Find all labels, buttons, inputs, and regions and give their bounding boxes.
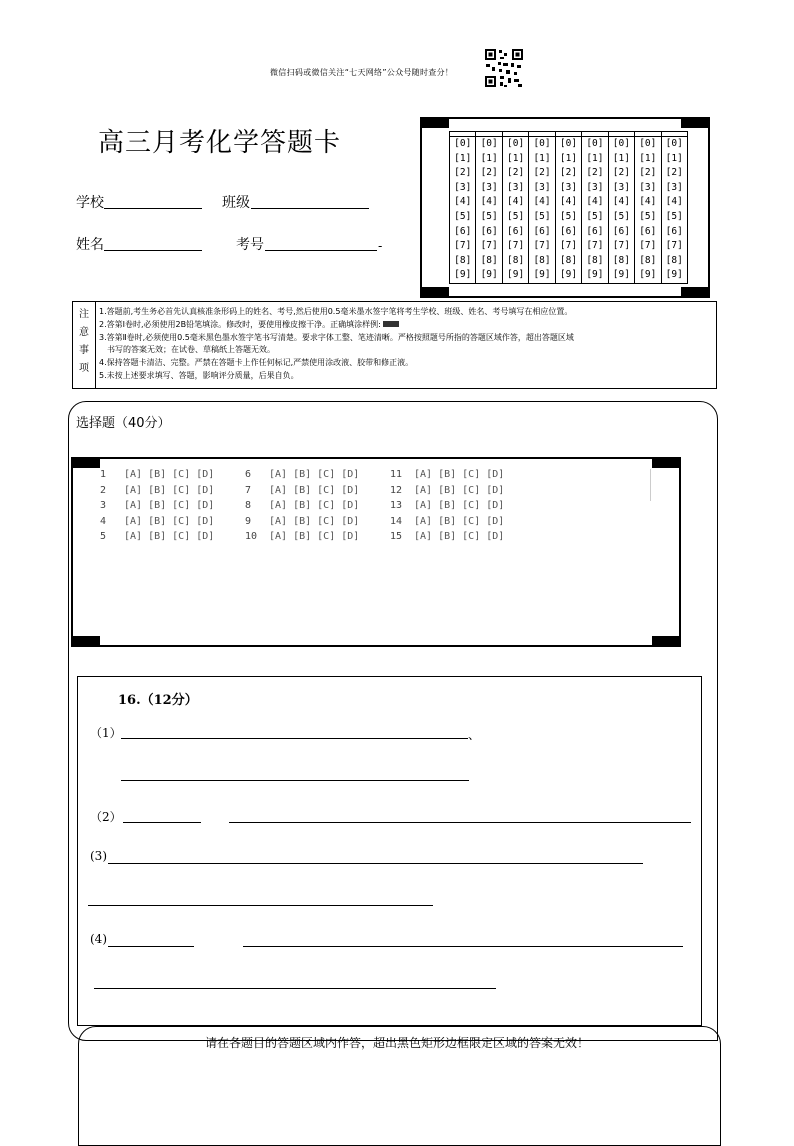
digit-column xyxy=(634,132,660,283)
digit-bubble[interactable]: [6] xyxy=(480,225,498,237)
instruction-line: 1.答题前,考生务必首先认真核准条形码上的姓名、考号,然后使用0.5毫米墨水签字笔将考生学校、班级、姓名、考号填写在相应位置。 xyxy=(99,307,573,316)
digit-bubble[interactable]: [0] xyxy=(559,138,578,150)
choice-question-row xyxy=(245,531,387,542)
answer-bubbles[interactable]: [A] [B] [C] [D] xyxy=(124,500,215,511)
alignment-mark xyxy=(73,636,100,645)
answer-bubbles[interactable]: [A] [B] [C] [D] xyxy=(124,515,215,527)
digit-bubble[interactable]: [1] xyxy=(559,152,578,164)
alignment-mark xyxy=(681,287,708,296)
digit-bubble[interactable]: [0] xyxy=(454,138,472,150)
question-number: 14 xyxy=(390,515,403,527)
answer-bubbles[interactable]: [A] [B] [C] [D] xyxy=(269,531,360,542)
digit-bubble[interactable]: [9] xyxy=(586,269,604,281)
choice-question-row xyxy=(100,485,242,496)
alignment-mark xyxy=(681,119,708,128)
digit-bubble[interactable]: [4] xyxy=(586,196,604,208)
digit-bubble[interactable]: [4] xyxy=(480,196,498,208)
part-1-label: （1） xyxy=(90,726,122,740)
digit-bubble[interactable]: [5] xyxy=(639,211,657,223)
question-number: 4 xyxy=(100,515,107,527)
choice-question-row xyxy=(245,469,387,480)
digit-bubble[interactable]: [9] xyxy=(480,269,498,281)
choice-question-row xyxy=(100,469,242,480)
digit-bubble[interactable]: [7] xyxy=(559,240,578,252)
digit-bubble[interactable]: [1] xyxy=(639,152,657,164)
digit-bubble[interactable]: [2] xyxy=(559,167,578,179)
question-number: 9 xyxy=(245,515,252,527)
choice-question-row xyxy=(245,500,387,511)
digit-bubble[interactable]: [1] xyxy=(533,152,551,164)
alignment-mark xyxy=(652,636,679,645)
digit-bubble[interactable]: [3] xyxy=(612,181,630,193)
digit-bubble[interactable]: [4] xyxy=(665,196,683,208)
answer-bubbles[interactable]: [A] [B] [C] [D] xyxy=(124,531,215,542)
wechat-notice: 微信扫码或微信关注“七天网络”公众号随时查分！ xyxy=(270,68,454,77)
digit-bubble[interactable]: [5] xyxy=(586,211,604,223)
digit-bubble[interactable]: [2] xyxy=(612,167,630,179)
digit-bubble[interactable]: [1] xyxy=(665,152,683,164)
instruction-line: 3.答第Ⅱ卷时,必须使用0.5毫米黑色墨水签字笔书写清楚。要求字体工整、笔迹清晰。严格按照题号所指的答题区域作答，超出答题区域 xyxy=(99,332,574,342)
instructions-box xyxy=(72,301,717,389)
digit-bubble[interactable]: [1] xyxy=(507,152,525,164)
digit-bubble[interactable]: [6] xyxy=(665,225,683,237)
digit-bubble[interactable]: [7] xyxy=(665,240,683,252)
digit-bubble[interactable]: [8] xyxy=(612,254,630,266)
choice-question-row xyxy=(390,485,532,496)
question-number: 1 xyxy=(100,469,107,480)
digit-bubble[interactable]: [8] xyxy=(586,254,604,266)
question-number: 7 xyxy=(245,484,252,496)
question-number: 13 xyxy=(390,500,403,511)
answer-bubbles[interactable]: [A] [B] [C] [D] xyxy=(414,484,505,496)
digit-bubble[interactable]: [5] xyxy=(665,211,683,223)
side-char: 意 xyxy=(79,327,89,338)
digit-column xyxy=(502,132,528,283)
digit-bubble[interactable]: [5] xyxy=(533,211,551,223)
digit-bubble[interactable]: [4] xyxy=(639,196,657,208)
answer-bubbles[interactable]: [A] [B] [C] [D] xyxy=(269,469,360,480)
fill-sample-icon xyxy=(383,321,399,327)
digit-bubble[interactable]: [0] xyxy=(533,138,551,150)
digit-bubble[interactable]: [2] xyxy=(639,167,657,179)
answer-line[interactable] xyxy=(243,946,683,947)
instruction-line: 2.答第Ⅰ卷时,必须使用2B铅笔填涂。修改时，要使用橡皮擦干净。正确填涂样例: xyxy=(99,319,381,329)
name-field[interactable] xyxy=(104,250,202,251)
choice-question-row xyxy=(100,516,242,527)
digit-bubble[interactable]: [8] xyxy=(559,254,578,266)
question-number: 3 xyxy=(100,500,107,511)
boundary-warning: 请在各题目的答题区域内作答，超出黑色矩形边框限定区域的答案无效！ xyxy=(204,1036,589,1050)
digit-bubble[interactable]: [7] xyxy=(639,240,657,252)
digit-bubble[interactable]: [9] xyxy=(639,269,657,281)
question-16-title: 16.（12分） xyxy=(118,693,198,708)
side-char: 项 xyxy=(79,363,89,374)
digit-bubble[interactable]: [3] xyxy=(639,181,657,193)
digit-column xyxy=(528,132,554,283)
digit-bubble[interactable]: [9] xyxy=(507,269,525,281)
alignment-mark xyxy=(422,287,449,296)
qr-code-icon xyxy=(484,48,524,88)
question-number: 12 xyxy=(390,484,403,496)
digit-bubble[interactable]: [7] xyxy=(533,240,551,252)
instruction-line: 5.未按上述要求填写、答题，影响评分质量，后果自负。 xyxy=(99,370,299,380)
exam-no-dash: - xyxy=(378,239,383,253)
part-3-label: (3) xyxy=(90,849,107,863)
digit-bubble-grid xyxy=(449,131,688,284)
digit-bubble[interactable]: [2] xyxy=(665,167,683,179)
digit-bubble[interactable]: [1] xyxy=(612,152,630,164)
exam-no-field[interactable] xyxy=(265,250,377,251)
answer-line[interactable] xyxy=(108,946,194,947)
digit-bubble[interactable]: [5] xyxy=(612,211,630,223)
alignment-mark xyxy=(652,459,679,468)
digit-bubble[interactable]: [7] xyxy=(507,240,525,252)
instruction-line-with-sample xyxy=(99,319,710,332)
side-char: 事 xyxy=(79,345,89,356)
digit-bubble[interactable]: [5] xyxy=(480,211,498,223)
digit-bubble[interactable]: [0] xyxy=(612,138,630,150)
digit-bubble[interactable]: [1] xyxy=(480,152,498,164)
digit-bubble[interactable]: [6] xyxy=(533,225,551,237)
digit-bubble[interactable]: [8] xyxy=(665,254,683,266)
digit-bubble[interactable]: [0] xyxy=(480,138,498,150)
digit-bubble[interactable]: [3] xyxy=(665,181,683,193)
digit-bubble[interactable]: [4] xyxy=(612,196,630,208)
digit-bubble[interactable]: [9] xyxy=(612,269,630,281)
digit-bubble[interactable]: [7] xyxy=(480,240,498,252)
answer-line[interactable] xyxy=(88,905,433,906)
digit-bubble[interactable]: [3] xyxy=(480,181,498,193)
digit-bubble[interactable]: [3] xyxy=(507,181,525,193)
choice-question-row xyxy=(390,500,532,511)
choice-question-row xyxy=(390,516,532,527)
digit-bubble[interactable]: [1] xyxy=(454,152,472,164)
answer-line[interactable] xyxy=(94,988,496,989)
digit-bubble[interactable]: [3] xyxy=(533,181,551,193)
page-title: 高三月考化学答题卡 xyxy=(98,128,342,158)
digit-column xyxy=(555,132,581,283)
divider xyxy=(650,469,651,501)
digit-bubble[interactable]: [1] xyxy=(586,152,604,164)
answer-bubbles[interactable]: [A] [B] [C] [D] xyxy=(414,500,505,511)
digit-bubble[interactable]: [4] xyxy=(507,196,525,208)
digit-bubble[interactable]: [6] xyxy=(454,225,472,237)
answer-bubbles[interactable]: [A] [B] [C] [D] xyxy=(414,531,505,542)
answer-line[interactable] xyxy=(121,738,468,739)
question-number: 2 xyxy=(100,484,107,496)
digit-bubble[interactable]: [9] xyxy=(533,269,551,281)
digit-bubble[interactable]: [5] xyxy=(559,211,578,223)
digit-bubble[interactable]: [5] xyxy=(507,211,525,223)
digit-bubble[interactable]: [2] xyxy=(507,167,525,179)
digit-bubble[interactable]: [2] xyxy=(454,167,472,179)
instruction-line: 4.保持答题卡清洁、完整。严禁在答题卡上作任何标记,严禁使用涂改液、胶带和修正液。 xyxy=(99,358,414,368)
digit-bubble[interactable]: [6] xyxy=(586,225,604,237)
instructions-side-label xyxy=(73,302,96,388)
alignment-mark xyxy=(422,119,449,128)
digit-column xyxy=(661,132,687,283)
question-number: 10 xyxy=(245,531,258,542)
question-number: 11 xyxy=(390,469,403,480)
digit-bubble[interactable]: [6] xyxy=(507,225,525,237)
digit-column xyxy=(608,132,634,283)
digit-column xyxy=(475,132,501,283)
answer-bubbles[interactable]: [A] [B] [C] [D] xyxy=(269,515,360,527)
answer-bubbles[interactable]: [A] [B] [C] [D] xyxy=(269,484,360,496)
question-number: 15 xyxy=(390,531,403,542)
question-number: 8 xyxy=(245,500,252,511)
digit-bubble[interactable]: [3] xyxy=(454,181,472,193)
choice-question-row xyxy=(100,500,242,511)
answer-bubbles[interactable]: [A] [B] [C] [D] xyxy=(269,500,360,511)
digit-bubble[interactable]: [5] xyxy=(454,211,472,223)
question-number: 5 xyxy=(100,531,107,542)
instruction-line: 书写的答案无效；在试卷、草稿纸上答题无效。 xyxy=(99,345,275,355)
choice-question-row xyxy=(245,485,387,496)
digit-bubble[interactable]: [6] xyxy=(612,225,630,237)
digit-bubble[interactable]: [8] xyxy=(639,254,657,266)
part-1-separator: 、 xyxy=(468,728,481,742)
part-4-label: (4) xyxy=(90,932,107,946)
school-label: 学校 xyxy=(76,195,104,211)
digit-bubble[interactable]: [7] xyxy=(454,240,472,252)
choice-question-row xyxy=(100,531,242,542)
question-16-box xyxy=(77,676,702,1026)
alignment-mark xyxy=(73,459,100,468)
digit-bubble[interactable]: [3] xyxy=(559,181,578,193)
choice-question-row xyxy=(390,531,532,542)
digit-bubble[interactable]: [2] xyxy=(586,167,604,179)
answer-bubbles[interactable]: [A] [B] [C] [D] xyxy=(124,469,215,480)
answer-bubbles[interactable]: [A] [B] [C] [D] xyxy=(414,469,505,480)
digit-bubble[interactable]: [9] xyxy=(559,269,578,281)
choice-question-row xyxy=(245,516,387,527)
digit-bubble[interactable]: [7] xyxy=(586,240,604,252)
digit-bubble[interactable]: [6] xyxy=(559,225,578,237)
digit-bubble[interactable]: [4] xyxy=(559,196,578,208)
digit-bubble[interactable]: [9] xyxy=(665,269,683,281)
digit-bubble[interactable]: [4] xyxy=(454,196,472,208)
side-char: 注 xyxy=(79,309,89,320)
digit-bubble[interactable]: [8] xyxy=(454,254,472,266)
choice-section-title: 选择题（40分） xyxy=(76,416,171,431)
question-number: 6 xyxy=(245,469,252,480)
digit-bubble[interactable]: [4] xyxy=(533,196,551,208)
digit-column xyxy=(581,132,607,283)
part-2-label: （2） xyxy=(90,810,122,824)
answer-line[interactable] xyxy=(121,780,469,781)
digit-column xyxy=(450,132,475,283)
digit-bubble[interactable]: [0] xyxy=(665,138,683,150)
answer-line[interactable] xyxy=(123,822,201,823)
digit-bubble[interactable]: [8] xyxy=(507,254,525,266)
answer-line[interactable] xyxy=(229,822,691,823)
class-label: 班级 xyxy=(222,195,250,211)
class-field[interactable] xyxy=(251,208,369,209)
exam-number-grid xyxy=(420,117,710,298)
digit-bubble[interactable]: [0] xyxy=(586,138,604,150)
multiple-choice-box xyxy=(71,457,681,647)
answer-bubbles[interactable]: [A] [B] [C] [D] xyxy=(414,515,505,527)
digit-bubble[interactable]: [2] xyxy=(533,167,551,179)
school-field[interactable] xyxy=(104,208,202,209)
digit-bubble[interactable]: [8] xyxy=(480,254,498,266)
digit-bubble[interactable]: [6] xyxy=(639,225,657,237)
digit-bubble[interactable]: [0] xyxy=(507,138,525,150)
exam-no-label: 考号 xyxy=(236,237,264,253)
answer-line[interactable] xyxy=(108,863,643,864)
digit-bubble[interactable]: [2] xyxy=(480,167,498,179)
digit-bubble[interactable]: [3] xyxy=(586,181,604,193)
answer-bubbles[interactable]: [A] [B] [C] [D] xyxy=(124,484,215,496)
digit-bubble[interactable]: [8] xyxy=(533,254,551,266)
digit-bubble[interactable]: [0] xyxy=(639,138,657,150)
digit-bubble[interactable]: [9] xyxy=(454,269,472,281)
choice-question-row xyxy=(390,469,532,480)
name-label: 姓名 xyxy=(76,237,104,253)
digit-bubble[interactable]: [7] xyxy=(612,240,630,252)
